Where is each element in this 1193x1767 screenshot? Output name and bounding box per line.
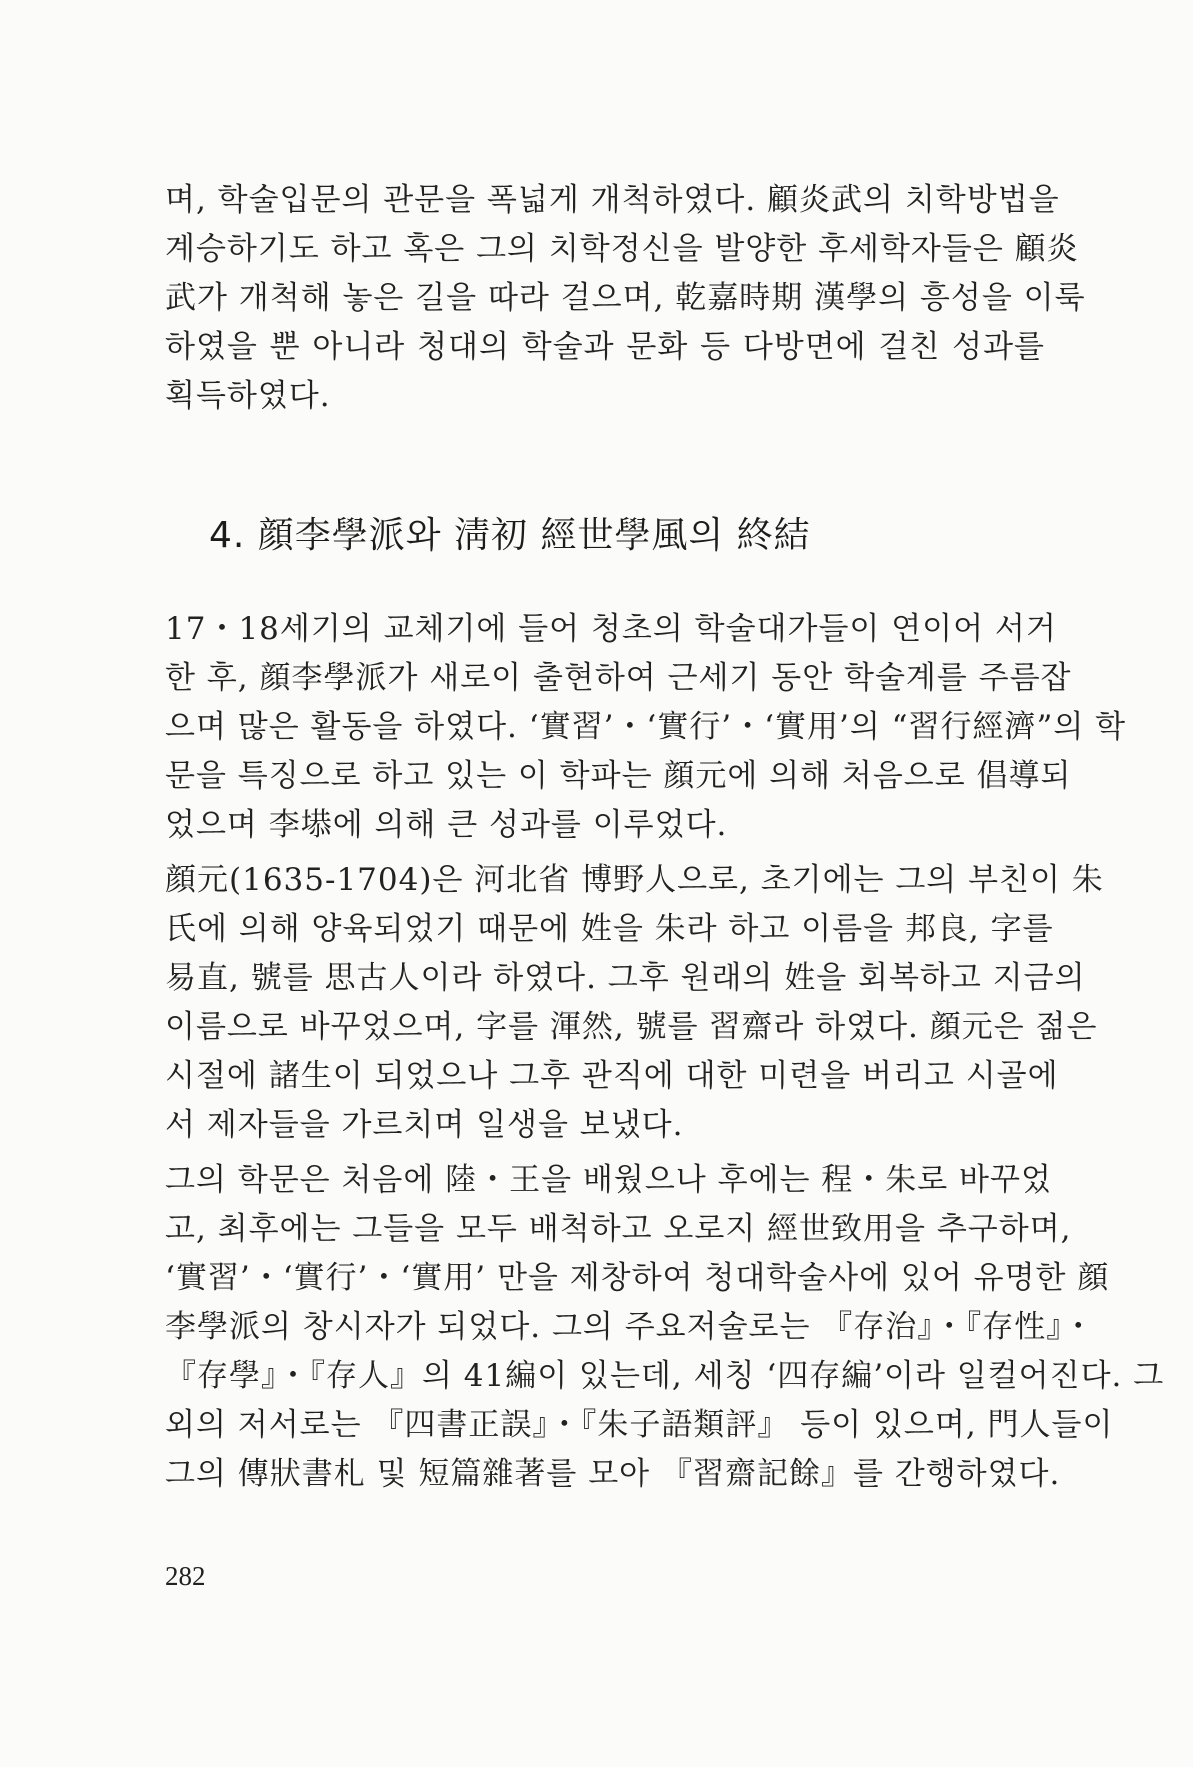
- text-line: 외의 저서로는 『四書正誤』・『朱子語類評』 등이 있으며, 門人들이: [165, 1407, 1114, 1443]
- text-line: 氏에 의해 양육되었기 때문에 姓을 朱라 하고 이름을 邦良, 字를: [165, 911, 1054, 947]
- text-line: 易直, 號를 思古人이라 하였다. 그후 원래의 姓을 회복하고 지금의: [165, 960, 1086, 996]
- paragraph-scholarship: [165, 1156, 1165, 1499]
- text-line: 며, 학술입문의 관문을 폭넓게 개척하였다. 顧炎武의 치학방법을: [165, 182, 1060, 218]
- text-line: 하였을 뿐 아니라 청대의 학술과 문화 등 다방면에 걸친 성과를: [165, 329, 1045, 365]
- text-line: 『存學』・『存人』의 41編이 있는데, 세칭 ‘四存編’이라 일컬어진다. 그: [165, 1358, 1165, 1394]
- text-line: 武가 개척해 놓은 길을 따라 걸으며, 乾嘉時期 漢學의 흥성을 이룩: [165, 280, 1086, 316]
- paragraph-continued: [165, 176, 1086, 421]
- page-number: 282: [165, 1561, 206, 1591]
- text-line: 그의 傳狀書札 및 短篇雜著를 모아 『習齋記餘』를 간행하였다.: [165, 1456, 1061, 1492]
- text-line: 시절에 諸生이 되었으나 그후 관직에 대한 미련을 버리고 시골에: [165, 1058, 1059, 1094]
- text-line: 한 후, 顔李學派가 새로이 출현하여 근세기 동안 학술계를 주름잡: [165, 660, 1072, 696]
- text-line: 으며 많은 활동을 하였다. ‘實習’・‘實行’・‘實用’의 “習行經濟”의 학: [165, 709, 1127, 745]
- paragraph-intro: [165, 605, 1127, 850]
- text-line: 서 제자들을 가르치며 일생을 보냈다.: [165, 1107, 684, 1143]
- text-line: 이름으로 바꾸었으며, 字를 渾然, 號를 習齋라 하였다. 顔元은 젊은: [165, 1009, 1098, 1045]
- text-line: 17・18세기의 교체기에 들어 청초의 학술대가들이 연이어 서거: [165, 611, 1057, 647]
- paragraph-biography: [165, 856, 1104, 1150]
- text-line: 었으며 李塨에 의해 큰 성과를 이루었다.: [165, 807, 728, 843]
- text-line: 획득하였다.: [165, 378, 331, 414]
- text-line: 고, 최후에는 그들을 모두 배척하고 오로지 經世致用을 추구하며,: [165, 1211, 1072, 1247]
- section-heading: 4. 顔李學派와 淸初 經世學風의 終結: [209, 515, 811, 556]
- text-line: ‘實習’・‘實行’・‘實用’ 만을 제창하여 청대학술사에 있어 유명한 顔: [165, 1260, 1110, 1296]
- text-line: 문을 특징으로 하고 있는 이 학파는 顔元에 의해 처음으로 倡導되: [165, 758, 1072, 794]
- page-body: [165, 176, 1165, 1499]
- text-line: 顔元(1635-1704)은 河北省 博野人으로, 초기에는 그의 부친이 朱: [165, 862, 1104, 898]
- text-line: 계승하기도 하고 혹은 그의 치학정신을 발양한 후세학자들은 顧炎: [165, 231, 1079, 267]
- text-line: 李學派의 창시자가 되었다. 그의 주요저술로는 『存治』・『存性』・: [165, 1309, 1095, 1345]
- text-line: 그의 학문은 처음에 陸・王을 배웠으나 후에는 程・朱로 바꾸었: [165, 1162, 1052, 1198]
